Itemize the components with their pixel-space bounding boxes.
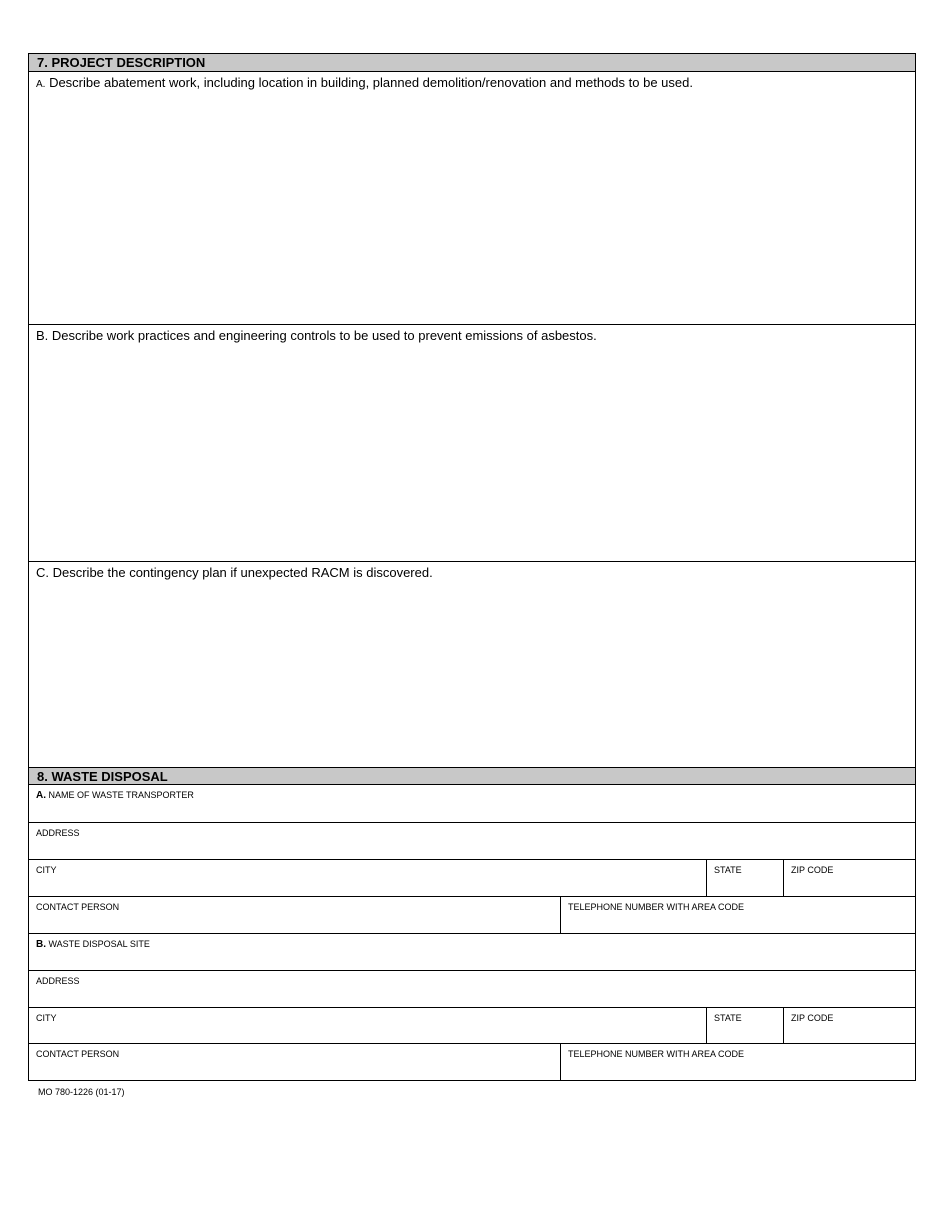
phone-label: TELEPHONE NUMBER WITH AREA CODE <box>568 902 745 912</box>
transporter-zip-field[interactable] <box>783 860 915 896</box>
disposal-site-name-label: WASTE DISPOSAL SITE <box>46 939 150 949</box>
transporter-address-field[interactable] <box>29 823 915 859</box>
asbestos-form <box>28 53 916 1081</box>
zip-label: ZIP CODE <box>791 1013 834 1023</box>
address-label: ADDRESS <box>36 828 80 838</box>
city-label: CITY <box>36 1013 57 1023</box>
abatement-work-field[interactable] <box>29 72 915 325</box>
contingency-plan-label: C. Describe the contingency plan if unexpected RACM is discovered. <box>36 565 433 580</box>
item-a-letter: A. <box>36 79 46 90</box>
disposal-site-name-field[interactable] <box>29 934 915 970</box>
transporter-state-field[interactable] <box>706 860 783 896</box>
contingency-plan-field[interactable] <box>29 562 915 767</box>
phone-label: TELEPHONE NUMBER WITH AREA CODE <box>568 1049 745 1059</box>
zip-label: ZIP CODE <box>791 865 834 875</box>
work-practices-field[interactable] <box>29 325 915 562</box>
contact-label: CONTACT PERSON <box>36 1049 120 1059</box>
transporter-city-field[interactable] <box>29 860 706 896</box>
disposal-phone-field[interactable] <box>560 1044 915 1080</box>
work-practices-label: B. Describe work practices and engineering controls to be used to prevent emissions of asbestos. <box>36 328 597 343</box>
disposal-address-field[interactable] <box>29 971 915 1007</box>
waste-transporter-name-field[interactable] <box>29 785 915 822</box>
disposal-state-field[interactable] <box>706 1008 783 1043</box>
state-label: STATE <box>714 865 742 875</box>
city-label: CITY <box>36 865 57 875</box>
waste-transporter-name-label: NAME OF WASTE TRANSPORTER <box>46 790 194 800</box>
form-number: MO 780-1226 (01-17) <box>38 1087 125 1097</box>
address-label: ADDRESS <box>36 976 80 986</box>
item-a-letter: A. <box>36 790 46 801</box>
contact-label: CONTACT PERSON <box>36 902 120 912</box>
disposal-city-field[interactable] <box>29 1008 706 1043</box>
state-label: STATE <box>714 1013 742 1023</box>
transporter-phone-field[interactable] <box>560 897 915 933</box>
item-b-letter: B. <box>36 939 46 950</box>
section-7-header: 7. PROJECT DESCRIPTION <box>29 54 915 72</box>
disposal-contact-field[interactable] <box>29 1044 560 1080</box>
section-8-header: 8. WASTE DISPOSAL <box>29 767 915 785</box>
transporter-contact-field[interactable] <box>29 897 560 933</box>
disposal-zip-field[interactable] <box>783 1008 915 1043</box>
abatement-work-label: Describe abatement work, including location in building, planned demolition/renovation and methods to be used. <box>45 75 693 90</box>
